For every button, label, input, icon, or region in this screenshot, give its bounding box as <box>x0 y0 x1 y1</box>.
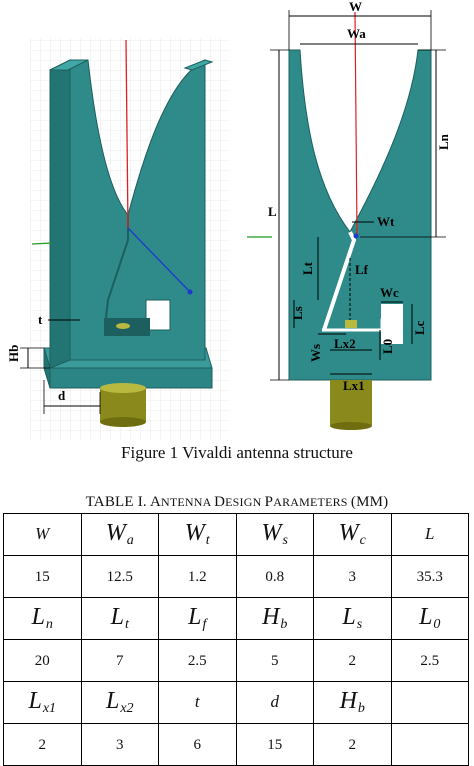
parameter-subscript: a <box>126 533 134 548</box>
parameter-symbol-cell <box>314 682 392 724</box>
parameter-symbol: $W_c$ <box>338 520 366 548</box>
parameter-value-cell <box>236 556 314 598</box>
parameter-subscript: t <box>124 617 129 632</box>
label-hb: Hb <box>6 344 21 362</box>
table-value-row <box>4 724 469 766</box>
table-header-row <box>4 514 469 556</box>
label-lf: Lf <box>355 262 368 277</box>
parameter-value: 2.5 <box>187 652 207 669</box>
parameter-subscript: s <box>356 617 363 632</box>
feed-pin <box>116 323 130 329</box>
table-header-row <box>4 598 469 640</box>
parameter-value-cell <box>236 724 314 766</box>
parameter-symbol-cell <box>4 598 82 640</box>
parameter-subscript: f <box>202 617 207 632</box>
parameter-value-cell <box>159 640 237 682</box>
layout-feed-pin <box>345 320 357 328</box>
parameter-value: 3 <box>116 736 124 753</box>
parameter-value-cell <box>81 640 159 682</box>
label-wt: Wt <box>377 214 395 229</box>
parameter-value: 15 <box>267 736 283 753</box>
label-lx2: Lx2 <box>334 336 356 351</box>
parameter-value-cell <box>4 640 82 682</box>
table-header-row <box>4 682 469 724</box>
parameter-symbol: $W_a$ <box>105 520 134 548</box>
layout-2d <box>247 0 451 430</box>
parameter-value: 1.2 <box>187 568 207 585</box>
parameter-value: 12.5 <box>106 568 133 585</box>
parameter-value-cell <box>4 556 82 598</box>
parameter-value-cell <box>314 724 392 766</box>
layout-feed-bottom <box>330 422 372 430</box>
substrate-side <box>50 60 70 368</box>
table-value-row <box>4 640 469 682</box>
parameter-symbol-cell <box>391 598 469 640</box>
parameter-symbol-cell <box>159 514 237 556</box>
parameter-symbol: $H_b$ <box>262 604 288 632</box>
parameter-symbol-cell <box>159 598 237 640</box>
parameter-symbol: $W_t$ <box>184 520 210 548</box>
table-value-row <box>4 556 469 598</box>
parameter-value: 2 <box>348 736 356 753</box>
feed-cylinder-top <box>100 383 146 393</box>
parameter-symbol-cell <box>81 598 159 640</box>
parameter-value: 15 <box>34 568 50 585</box>
parameter-symbol: $L_0$ <box>419 604 441 632</box>
parameter-value: 2 <box>38 736 46 753</box>
parameter-value-cell <box>81 556 159 598</box>
parameter-subscript: x1 <box>42 701 57 716</box>
parameter-symbol: L <box>425 524 435 543</box>
parameter-symbol-cell <box>4 682 82 724</box>
axis-x-end <box>188 290 193 295</box>
parameter-symbol: W <box>35 524 50 543</box>
label-ls: Ls <box>290 306 305 320</box>
parameter-value: 5 <box>271 652 279 669</box>
parameter-symbol-cell <box>81 514 159 556</box>
parameter-value-cell <box>236 640 314 682</box>
feed-cylinder <box>100 388 146 422</box>
parameter-subscript: b <box>357 701 365 716</box>
layout-stub <box>381 304 403 344</box>
parameter-symbol-cell <box>236 598 314 640</box>
label-l: L <box>268 204 277 219</box>
table-title-sc3: ARAMETERS <box>273 495 351 509</box>
parameter-value: 20 <box>34 652 50 669</box>
parameter-symbol-cell <box>236 682 314 724</box>
parameter-symbol-cell <box>314 598 392 640</box>
table-title-p: P <box>264 494 274 510</box>
label-wc: Wc <box>380 285 399 300</box>
parameter-subscript: s <box>282 533 288 548</box>
parameter-value-cell <box>391 640 469 682</box>
label-t: t <box>38 312 43 327</box>
parameter-value-cell <box>391 556 469 598</box>
table-title-suffix: (MM) <box>350 494 389 510</box>
layout-axis-z <box>355 12 357 235</box>
label-w: W <box>349 0 362 14</box>
parameter-symbol-cell <box>391 682 469 724</box>
table-title-sc2: ESIGN <box>225 495 265 509</box>
parameter-symbol-cell <box>236 514 314 556</box>
parameter-value: 7 <box>116 652 124 669</box>
parameter-subscript: c <box>359 533 366 548</box>
table-title <box>0 491 474 513</box>
parameter-symbol: $L_{x1}$ <box>28 688 57 716</box>
parameter-value: 2 <box>348 652 356 669</box>
parameter-subscript: b <box>280 617 288 632</box>
feed-cylinder-bottom <box>100 417 146 427</box>
figure-caption: Figure 1 Vivaldi antenna structure <box>121 443 353 462</box>
parameter-symbol: $L_s$ <box>342 604 363 632</box>
layout-axis-origin <box>354 234 359 239</box>
parameter-value-cell <box>159 724 237 766</box>
parameter-value: 2.5 <box>420 652 440 669</box>
label-lx1: Lx1 <box>343 378 365 393</box>
parameter-subscript: t <box>205 533 210 548</box>
parameter-symbol: $H_b$ <box>339 688 365 716</box>
parameter-value-cell <box>391 724 469 766</box>
table-title-d: D <box>214 494 226 510</box>
parameter-symbol-cell <box>391 514 469 556</box>
parameter-symbol-cell <box>81 682 159 724</box>
label-lt: Lt <box>300 262 315 275</box>
parameter-subscript: n <box>45 617 53 632</box>
table-title-sc1: NTENNA <box>161 495 215 509</box>
parameter-value: 35.3 <box>416 568 443 585</box>
parameter-symbol: $W_s$ <box>261 520 288 548</box>
parameter-symbol-cell <box>314 514 392 556</box>
parameter-value: 6 <box>193 736 201 753</box>
label-wa: Wa <box>347 26 366 41</box>
label-lc: Lc <box>412 320 427 335</box>
parameter-value-cell <box>314 640 392 682</box>
parameter-symbol: $L_{x2}$ <box>105 688 134 716</box>
parameter-symbol-cell <box>159 682 237 724</box>
parameter-symbol: t <box>194 692 200 711</box>
parameter-subscript: 0 <box>433 617 441 632</box>
parameter-symbol: d <box>270 692 279 711</box>
parameter-value: 3 <box>348 568 356 585</box>
parameter-value: 0.8 <box>265 568 285 585</box>
label-d: d <box>58 388 66 403</box>
parameter-value-cell <box>81 724 159 766</box>
parameter-value-cell <box>314 556 392 598</box>
parameter-symbol: $L_t$ <box>110 604 129 632</box>
parameters-table <box>3 513 469 766</box>
label-ln: Ln <box>436 134 451 150</box>
parameter-value-cell <box>4 724 82 766</box>
parameter-symbol: $L_n$ <box>31 604 53 632</box>
parameter-subscript: x2 <box>120 701 134 716</box>
label-ws: Ws <box>308 343 323 362</box>
label-l0: L0 <box>380 338 395 354</box>
parameter-symbol-cell <box>4 514 82 556</box>
model-3d <box>6 38 230 440</box>
parameter-symbol: $L_f$ <box>188 604 207 632</box>
table-title-prefix: TABLE I. A <box>85 494 161 510</box>
parameters-table-body <box>4 514 469 766</box>
parameter-value-cell <box>159 556 237 598</box>
